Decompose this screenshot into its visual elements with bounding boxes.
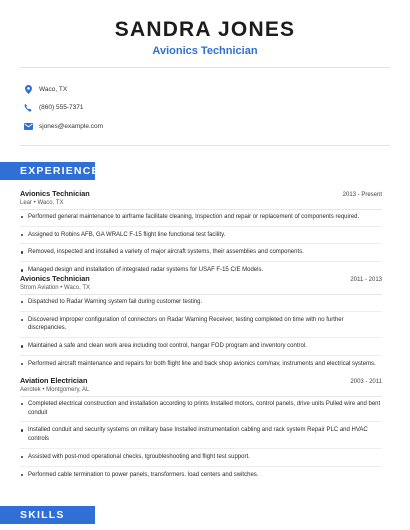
bullet-text: Managed design and installation of integrated radar systems for USAF F-15 C/E Models. — [28, 267, 264, 274]
bullet-dot-icon — [21, 319, 23, 321]
list-item — [20, 213, 382, 222]
job-employer: Strom Aviation • Waco, TX — [20, 285, 91, 291]
list-item — [20, 342, 382, 351]
contact-email — [20, 117, 103, 136]
section-heading-skills: SKILLS — [0, 506, 95, 524]
contact-info — [20, 80, 103, 136]
bullet-dot-icon — [21, 269, 23, 271]
job-divider — [20, 294, 382, 295]
resume-header — [0, 0, 410, 57]
job-divider — [20, 209, 382, 210]
job-dates: 2013 - Present — [342, 192, 382, 198]
job-bullets — [20, 400, 382, 479]
candidate-title: Avionics Technician — [152, 45, 258, 57]
job-role: Avionics Technician — [20, 274, 90, 283]
section-heading-experience: EXPERIENCE — [0, 162, 95, 180]
job-header — [20, 189, 382, 198]
list-item — [20, 360, 382, 369]
bullet-dot-icon — [21, 251, 23, 253]
contact-location — [20, 80, 103, 99]
bullet-text: Removed, inspected and installed a variety of major aircraft systems, their assemblies and components. — [28, 249, 304, 256]
email-icon — [21, 123, 35, 130]
job-dates: 2011 - 2013 — [350, 277, 382, 283]
bullet-dot-icon — [21, 456, 23, 458]
job-bullets — [20, 213, 382, 275]
bullet-text: Installed conduit and security systems on military base Installed instrumentation cabling and rack system Repair PLC and HVAC controls — [28, 427, 368, 443]
header-divider — [20, 67, 390, 68]
bullet-dot-icon — [21, 345, 23, 347]
job-employer: Lear • Waco, TX — [20, 200, 64, 206]
bullet-divider — [20, 466, 382, 467]
bullet-text: Performed general maintenance to airframe facilitate cleaning, Inspection and repair or replacement of components required. — [28, 214, 360, 220]
bullet-divider — [20, 311, 382, 312]
job-entry — [20, 376, 382, 479]
location-pin-icon — [21, 85, 35, 94]
phone-icon — [21, 104, 35, 112]
job-dates: 2003 - 2011 — [350, 379, 382, 385]
job-bullets — [20, 298, 382, 369]
bullet-dot-icon — [21, 474, 23, 476]
bullet-text: Discovered improper configuration of connectors on Radar Warning Receiver, testing completed on time with no further discrepancies. — [28, 316, 344, 332]
job-header — [20, 274, 382, 283]
list-item — [20, 471, 382, 480]
bullet-text: Performed cable termination to power panels, transformers. load centers and switches. — [28, 471, 259, 478]
bullet-divider — [20, 448, 382, 449]
job-entry — [20, 189, 382, 275]
contact-phone — [20, 99, 103, 118]
bullet-text: Performed aircraft maintenance and repairs for both flight line and back shop avionics com/nav, instruments and electrical systems. — [28, 360, 376, 367]
job-employer: Aerotek • Montgomery, AL — [20, 387, 90, 393]
list-item — [20, 248, 382, 257]
list-item — [20, 400, 382, 417]
job-role: Avionics Technician — [20, 189, 90, 198]
bullet-divider — [20, 355, 382, 356]
bullet-dot-icon — [21, 234, 23, 236]
bullet-text: Dispatched to Radar Warning system fail during customer testing. — [28, 299, 203, 305]
bullet-divider — [20, 226, 382, 227]
bullet-dot-icon — [21, 216, 23, 218]
list-item — [20, 316, 382, 333]
bullet-text: Assigned to Robins AFB, GA WRALC F-15 flight line functional test facility. — [28, 231, 226, 238]
location-text: Waco, TX — [39, 85, 68, 93]
bullet-dot-icon — [21, 429, 23, 431]
job-role: Aviation Electrician — [20, 376, 88, 385]
bullet-divider — [20, 261, 382, 262]
bullet-text: Maintained a safe and clean work area including tool control, hangar FOD program and inventory control. — [28, 343, 307, 350]
list-item — [20, 426, 382, 443]
bullet-divider — [20, 337, 382, 338]
phone-text: (860) 555-7371 — [39, 104, 84, 112]
job-divider — [20, 396, 382, 397]
bullet-text: Assisted with post-mod operational checks, tgroubleshooting and flight test support. — [28, 453, 250, 460]
list-item — [20, 298, 382, 307]
list-item — [20, 453, 382, 462]
bullet-dot-icon — [21, 403, 23, 405]
bullet-dot-icon — [21, 301, 23, 303]
list-item — [20, 231, 382, 240]
bullet-text: Completed electrical construction and installation according to prints Installed motors, control panels, drive units Pulled wire and bent conduit — [28, 401, 381, 416]
bullet-dot-icon — [21, 363, 23, 365]
bullet-divider — [20, 243, 382, 244]
candidate-name: SANDRA JONES — [114, 18, 296, 41]
email-text: sjones@example.com — [39, 122, 104, 130]
contact-divider — [20, 145, 390, 146]
job-header — [20, 376, 382, 385]
job-entry — [20, 274, 382, 369]
bullet-divider — [20, 421, 382, 422]
